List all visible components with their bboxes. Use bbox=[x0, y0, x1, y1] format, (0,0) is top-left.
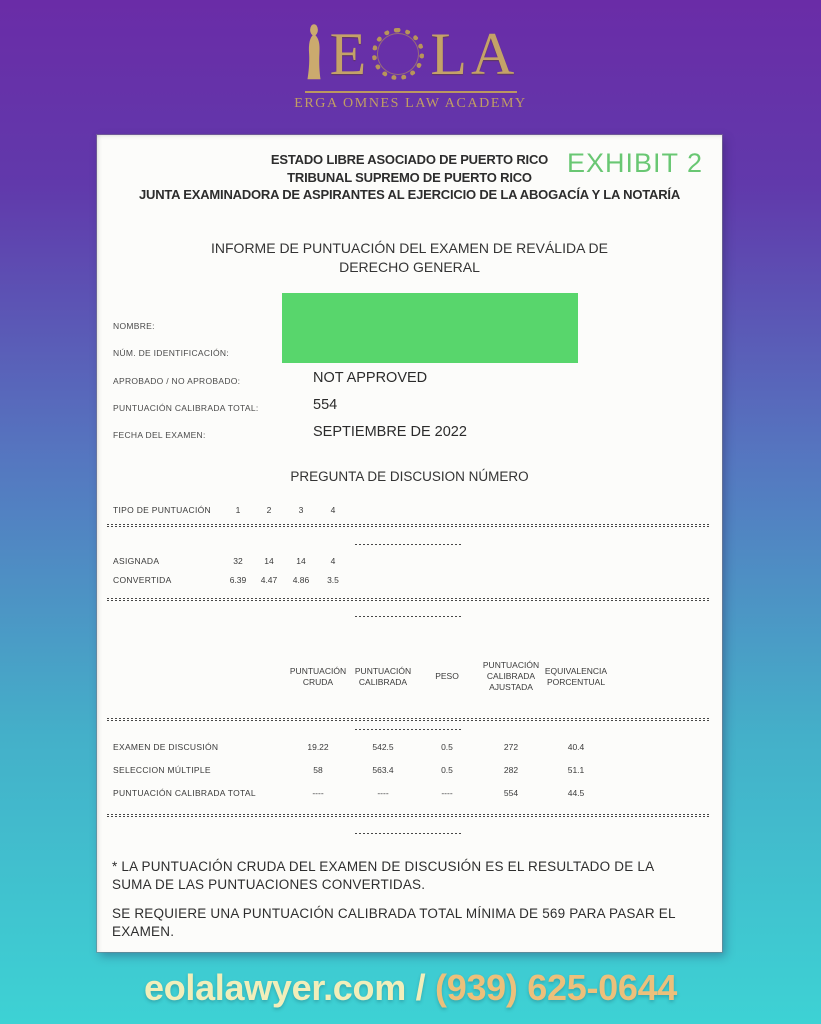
row-label: PUNTUACIÓN CALIBRADA TOTAL bbox=[113, 788, 256, 798]
score-col-header-puntuacion-calibrada: PUNTUACIÓN CALIBRADA bbox=[354, 666, 412, 687]
brand-header bbox=[0, 22, 821, 112]
cell: 0.5 bbox=[441, 765, 453, 775]
header-line-3: JUNTA EXAMINADORA DE ASPIRANTES AL EJERCICIO DE LA ABOGACÍA Y LA NOTARÍA bbox=[138, 187, 681, 202]
document-header bbox=[97, 151, 722, 204]
website-text: eolalawyer.com bbox=[143, 967, 406, 1008]
redaction-box bbox=[282, 293, 578, 363]
dashed-separator bbox=[107, 814, 710, 817]
cell: 32 bbox=[233, 556, 243, 566]
footnote-raw-score: * LA PUNTUACIÓN CRUDA DEL EXAMEN DE DISCUSIÓN ES EL RESULTADO DE LA SUMA DE LAS PUNTUACIONES CONVERTIDAS. bbox=[112, 859, 654, 892]
footer-contact bbox=[0, 966, 821, 1010]
report-title bbox=[97, 239, 722, 277]
table-row-calibrada-total bbox=[97, 788, 722, 800]
cell: 4.47 bbox=[260, 575, 278, 585]
exhibit-label: EXHIBIT 2 bbox=[567, 148, 704, 178]
cell: ---- bbox=[441, 788, 453, 798]
row-label: EXAMEN DE DISCUSIÓN bbox=[113, 742, 219, 752]
discussion-table-corner-label: TIPO DE PUNTUACIÓN bbox=[113, 505, 211, 515]
cell: 14 bbox=[264, 556, 274, 566]
field-label-nombre: NOMBRE: bbox=[113, 321, 155, 331]
statue-icon bbox=[303, 24, 325, 82]
cell: 44.5 bbox=[567, 788, 585, 798]
logo-letters-la: LA bbox=[430, 21, 519, 87]
score-col-header-calibrada-ajustada: PUNTUACIÓN CALIBRADA AJUSTADA bbox=[482, 660, 540, 692]
score-report-document bbox=[97, 135, 722, 952]
cell: 4.86 bbox=[292, 575, 310, 585]
cell: 282 bbox=[503, 765, 519, 775]
table-row-asignada bbox=[97, 556, 722, 568]
table-row-seleccion-multiple bbox=[97, 765, 722, 777]
field-label-num-identificacion: NÚM. DE IDENTIFICACIÓN: bbox=[113, 348, 229, 358]
cell: 19.22 bbox=[307, 742, 329, 752]
phone-number-text: (939) 625-0644 bbox=[435, 967, 678, 1008]
logo-letter-e: E bbox=[329, 21, 371, 87]
dashed-separator bbox=[107, 524, 710, 527]
score-col-header-equivalencia: EQUIVALENCIA PORCENTUAL bbox=[544, 666, 608, 687]
table-row-examen-discusion bbox=[97, 742, 722, 754]
discussion-col-2: 2 bbox=[266, 505, 272, 515]
cell: 58 bbox=[313, 765, 323, 775]
dashed-separator-short bbox=[355, 616, 463, 618]
cell: 4 bbox=[330, 556, 336, 566]
field-value-aprobado: NOT APPROVED bbox=[313, 370, 428, 386]
dashed-separator bbox=[107, 598, 710, 601]
dashed-separator-short bbox=[355, 833, 463, 835]
logo-subtitle: ERGA OMNES LAW ACADEMY bbox=[294, 96, 527, 111]
logo bbox=[303, 22, 519, 86]
footnote-passing-score: SE REQUIERE UNA PUNTUACIÓN CALIBRADA TOTAL MÍNIMA DE 569 PARA PASAR EL EXAMEN. bbox=[112, 906, 676, 939]
discussion-col-4: 4 bbox=[330, 505, 336, 515]
row-label: CONVERTIDA bbox=[113, 575, 172, 585]
score-col-header-puntuacion-cruda: PUNTUACIÓN CRUDA bbox=[289, 666, 347, 687]
discussion-section-heading: PREGUNTA DE DISCUSION NÚMERO bbox=[290, 469, 529, 484]
field-label-fecha: FECHA DEL EXAMEN: bbox=[113, 430, 206, 440]
field-value-puntuacion-total: 554 bbox=[313, 397, 338, 413]
dashed-separator-short bbox=[355, 729, 463, 731]
discussion-col-1: 1 bbox=[235, 505, 241, 515]
discussion-col-3: 3 bbox=[298, 505, 304, 515]
row-label: SELECCION MÚLTIPLE bbox=[113, 765, 211, 775]
cell: 542.5 bbox=[372, 742, 394, 752]
discussion-table-header-row bbox=[97, 505, 722, 517]
header-line-2: TRIBUNAL SUPREMO DE PUERTO RICO bbox=[287, 169, 532, 185]
cell: 0.5 bbox=[441, 742, 453, 752]
cell: ---- bbox=[377, 788, 389, 798]
cell: 554 bbox=[503, 788, 519, 798]
field-label-puntuacion-total: PUNTUACIÓN CALIBRADA TOTAL: bbox=[113, 403, 259, 413]
dashed-separator bbox=[107, 718, 710, 721]
field-value-fecha: SEPTIEMBRE DE 2022 bbox=[313, 424, 467, 440]
field-label-aprobado: APROBADO / NO APROBADO: bbox=[113, 376, 241, 386]
logo-divider bbox=[305, 91, 517, 93]
score-col-header-peso: PESO bbox=[435, 671, 459, 681]
cell: 6.39 bbox=[229, 575, 247, 585]
report-title-line-2: DERECHO GENERAL bbox=[339, 259, 480, 275]
laurel-wreath-icon bbox=[372, 28, 424, 80]
cell: 3.5 bbox=[327, 575, 339, 585]
cell: 51.1 bbox=[567, 765, 585, 775]
table-row-convertida bbox=[97, 575, 722, 587]
cell: 563.4 bbox=[372, 765, 394, 775]
dashed-separator-short bbox=[355, 544, 463, 546]
cell: 14 bbox=[296, 556, 306, 566]
report-title-line-1: INFORME DE PUNTUACIÓN DEL EXAMEN DE REVÁLIDA DE bbox=[211, 240, 608, 256]
cell: 272 bbox=[503, 742, 519, 752]
cell: 40.4 bbox=[567, 742, 585, 752]
header-line-1: ESTADO LIBRE ASOCIADO DE PUERTO RICO bbox=[270, 152, 549, 167]
row-label: ASIGNADA bbox=[113, 556, 160, 566]
cell: ---- bbox=[312, 788, 324, 798]
footer-separator: / bbox=[405, 967, 436, 1008]
